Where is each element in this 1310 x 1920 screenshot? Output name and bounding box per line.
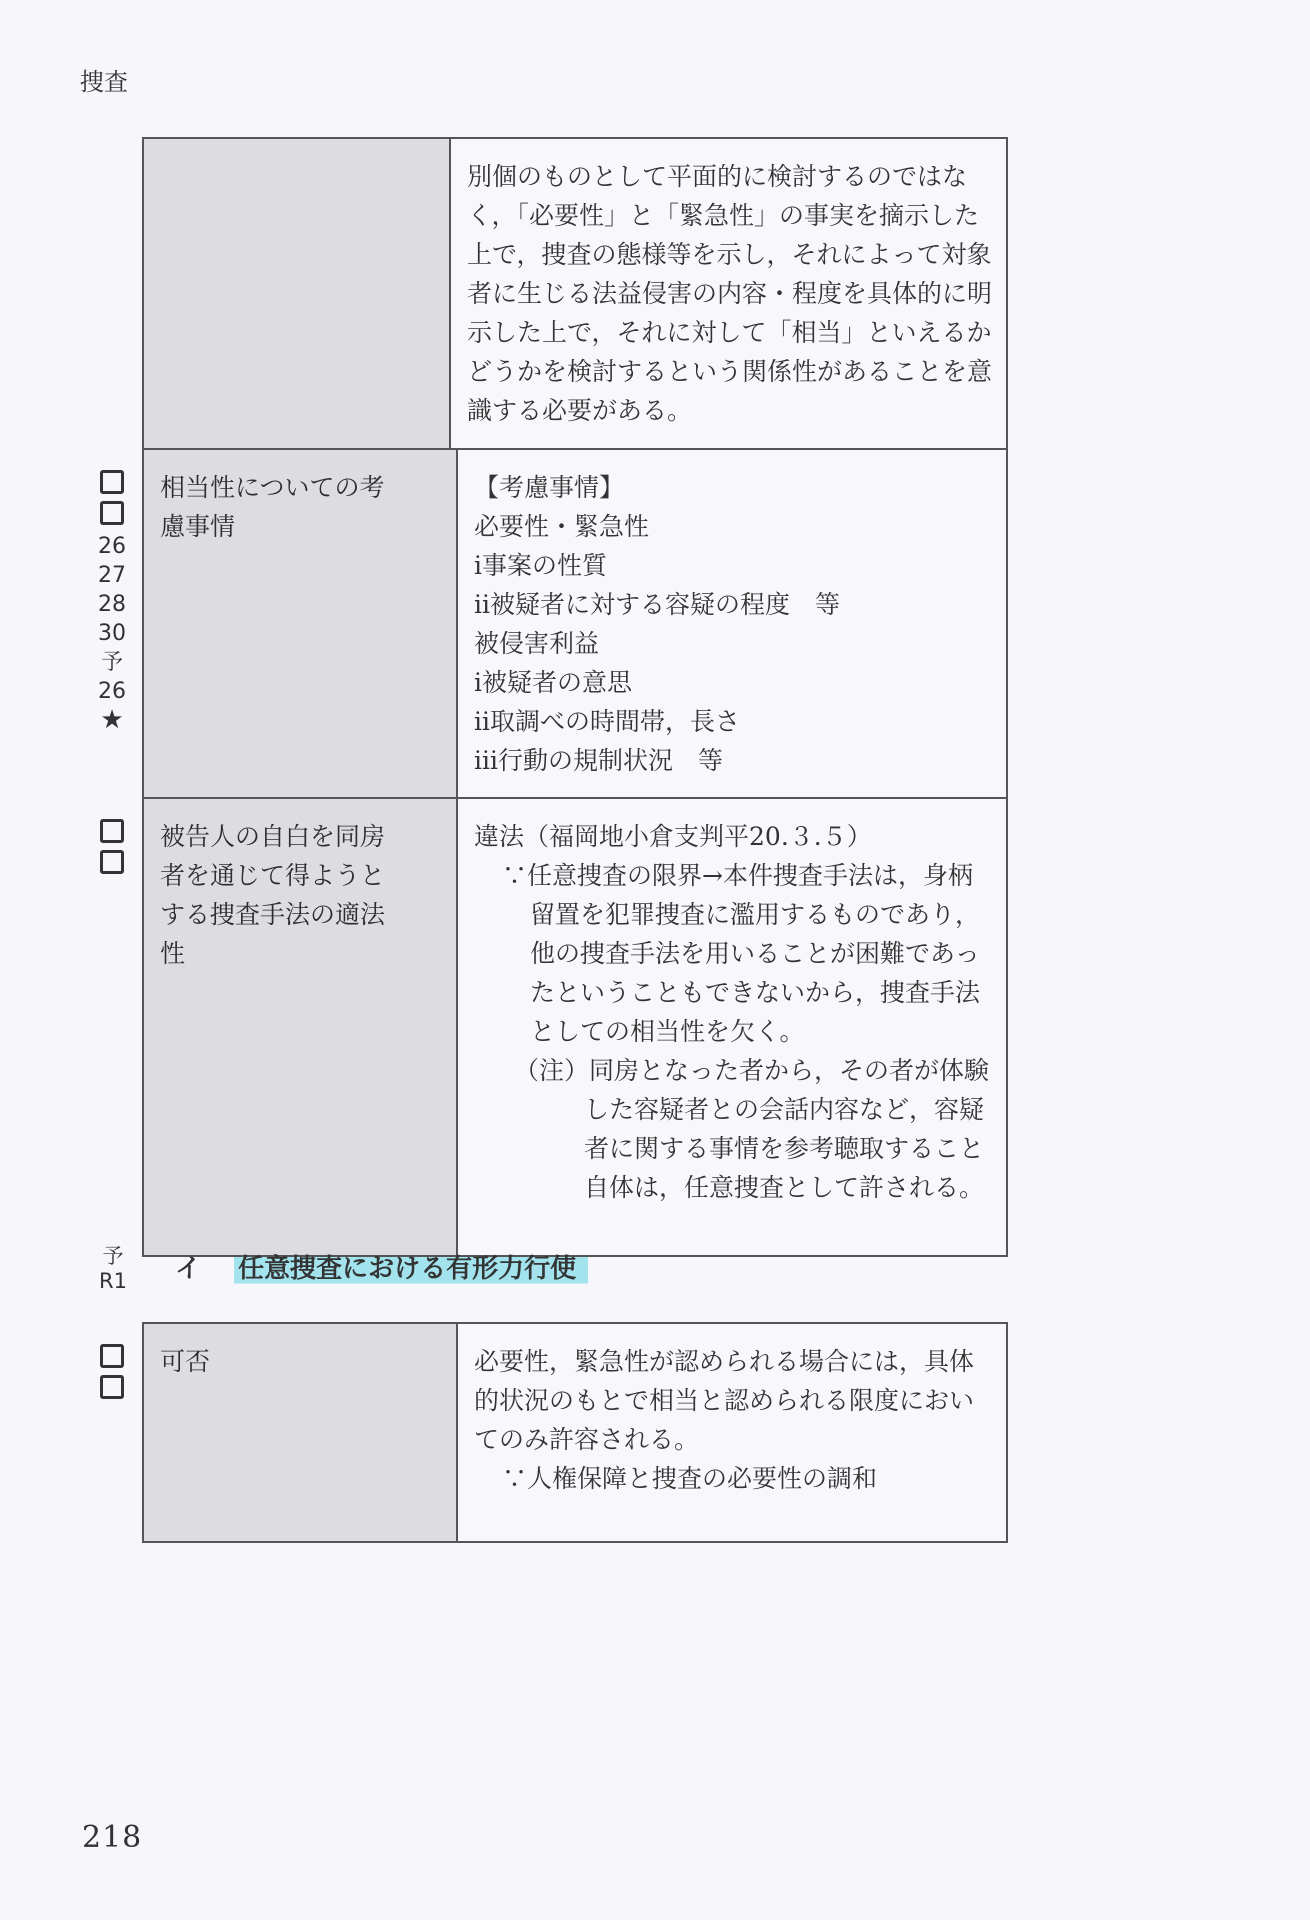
table-value-cell <box>450 138 1007 479</box>
note-table-considerations <box>142 448 1008 829</box>
checkbox-icon[interactable] <box>100 819 124 843</box>
text-line: 別個のものとして平面的に検討するのではな <box>466 162 967 191</box>
text-line: どうかを検討するという関係性があることを意 <box>466 357 992 386</box>
checkbox-icon[interactable] <box>100 470 124 494</box>
text-line: 他の捜査手法を用いることが困難であっ <box>530 939 980 968</box>
checkbox-icon[interactable] <box>100 501 124 525</box>
checkbox-icon[interactable] <box>100 850 124 874</box>
text-line: たということもできないから，捜査手法 <box>530 978 981 1007</box>
text-line: 自体は，任意捜査として許される。 <box>584 1173 985 1202</box>
text-line: ⅱ取調べの時間帯，長さ <box>474 707 740 736</box>
checkbox-icon[interactable] <box>100 1344 124 1368</box>
text-line: 的状況のもとで相当と認められる限度におい <box>474 1386 975 1415</box>
table-value-cell <box>457 1323 1007 1542</box>
text-line: した容疑者との会話内容など，容疑 <box>584 1095 985 1124</box>
text-line: ⅰ被疑者の意思 <box>474 668 632 697</box>
note-table-physical-force <box>142 1322 1008 1543</box>
year-tag: R1 <box>99 1269 127 1293</box>
key-line: 慮事情 <box>160 512 236 541</box>
table-key-cell <box>143 798 457 1256</box>
yobi-tag: 予 <box>100 650 123 675</box>
text-line: 者に生じる法益侵害の内容・程度を具体的に明 <box>466 279 992 308</box>
note-table-cellmate-confession <box>142 797 1008 1257</box>
section-number: イ <box>175 1254 202 1284</box>
page-number: 218 <box>82 1820 143 1855</box>
text-line: 必要性，緊急性が認められる場合には，具体 <box>474 1347 975 1376</box>
text-line: 識する必要がある。 <box>466 396 692 425</box>
table-value-cell <box>457 798 1007 1256</box>
text-line: 必要性・緊急性 <box>474 512 650 541</box>
star-icon: ★ <box>100 705 124 735</box>
text-line: 違法（福岡地小倉支判平20.３.５） <box>474 822 872 851</box>
text-line: ∵任意捜査の限界→本件捜査手法は，身柄 <box>502 861 973 890</box>
table-key-cell <box>143 138 450 479</box>
text-line: ⅱ被疑者に対する容疑の程度 等 <box>474 590 840 619</box>
section-heading <box>175 1248 588 1285</box>
margin-annotation <box>92 1340 132 1406</box>
text-line: く，「必要性」と「緊急性」の事実を摘示した <box>466 201 979 230</box>
key-line: 相当性についての考 <box>160 473 385 502</box>
section-title: 任意捜査における有形力行使 <box>234 1252 588 1286</box>
text-line: （注）同房となった者から，その者が体験 <box>514 1056 990 1085</box>
year-tag: 27 <box>98 563 126 588</box>
text-line: 上で，捜査の態様等を示し，それによって対象 <box>466 240 992 269</box>
yobi-year-tag <box>95 1244 131 1294</box>
text-line: 者に関する事情を参考聴取すること <box>584 1134 985 1163</box>
key-line: する捜査手法の適法 <box>160 900 386 929</box>
text-line: ∵人権保障と捜査の必要性の調和 <box>502 1464 878 1493</box>
table-key-cell <box>143 449 457 828</box>
yobi-tag: 予 <box>102 1244 124 1268</box>
note-table-continuation <box>142 137 1008 480</box>
running-header: 捜査 <box>80 68 128 96</box>
text-line: 【考慮事情】 <box>474 473 625 502</box>
checkbox-icon[interactable] <box>100 1375 124 1399</box>
year-tag: 30 <box>98 621 126 646</box>
text-line: ⅰ事案の性質 <box>474 551 607 580</box>
text-line: てのみ許容される。 <box>474 1425 700 1454</box>
text-line: 留置を犯罪捜査に濫用するものであり， <box>530 900 981 929</box>
year-tag: 26 <box>98 534 126 559</box>
text-line: 示した上で，それに対して「相当」といえるか <box>466 318 992 347</box>
year-tag: 28 <box>98 592 126 617</box>
table-key-cell <box>143 1323 457 1542</box>
key-line: 被告人の自白を同房 <box>160 822 386 851</box>
table-value-cell <box>457 449 1007 828</box>
key-line: 可否 <box>160 1347 211 1376</box>
key-line: 性 <box>160 939 186 968</box>
text-line: ⅲ行動の規制状況 等 <box>474 746 723 775</box>
year-tag: 26 <box>98 679 126 704</box>
text-line: としての相当性を欠く。 <box>530 1017 805 1046</box>
text-line: 被侵害利益 <box>474 629 600 658</box>
margin-annotation <box>92 815 132 881</box>
key-line: 者を通じて得ようと <box>160 861 386 890</box>
margin-annotation <box>92 466 132 735</box>
